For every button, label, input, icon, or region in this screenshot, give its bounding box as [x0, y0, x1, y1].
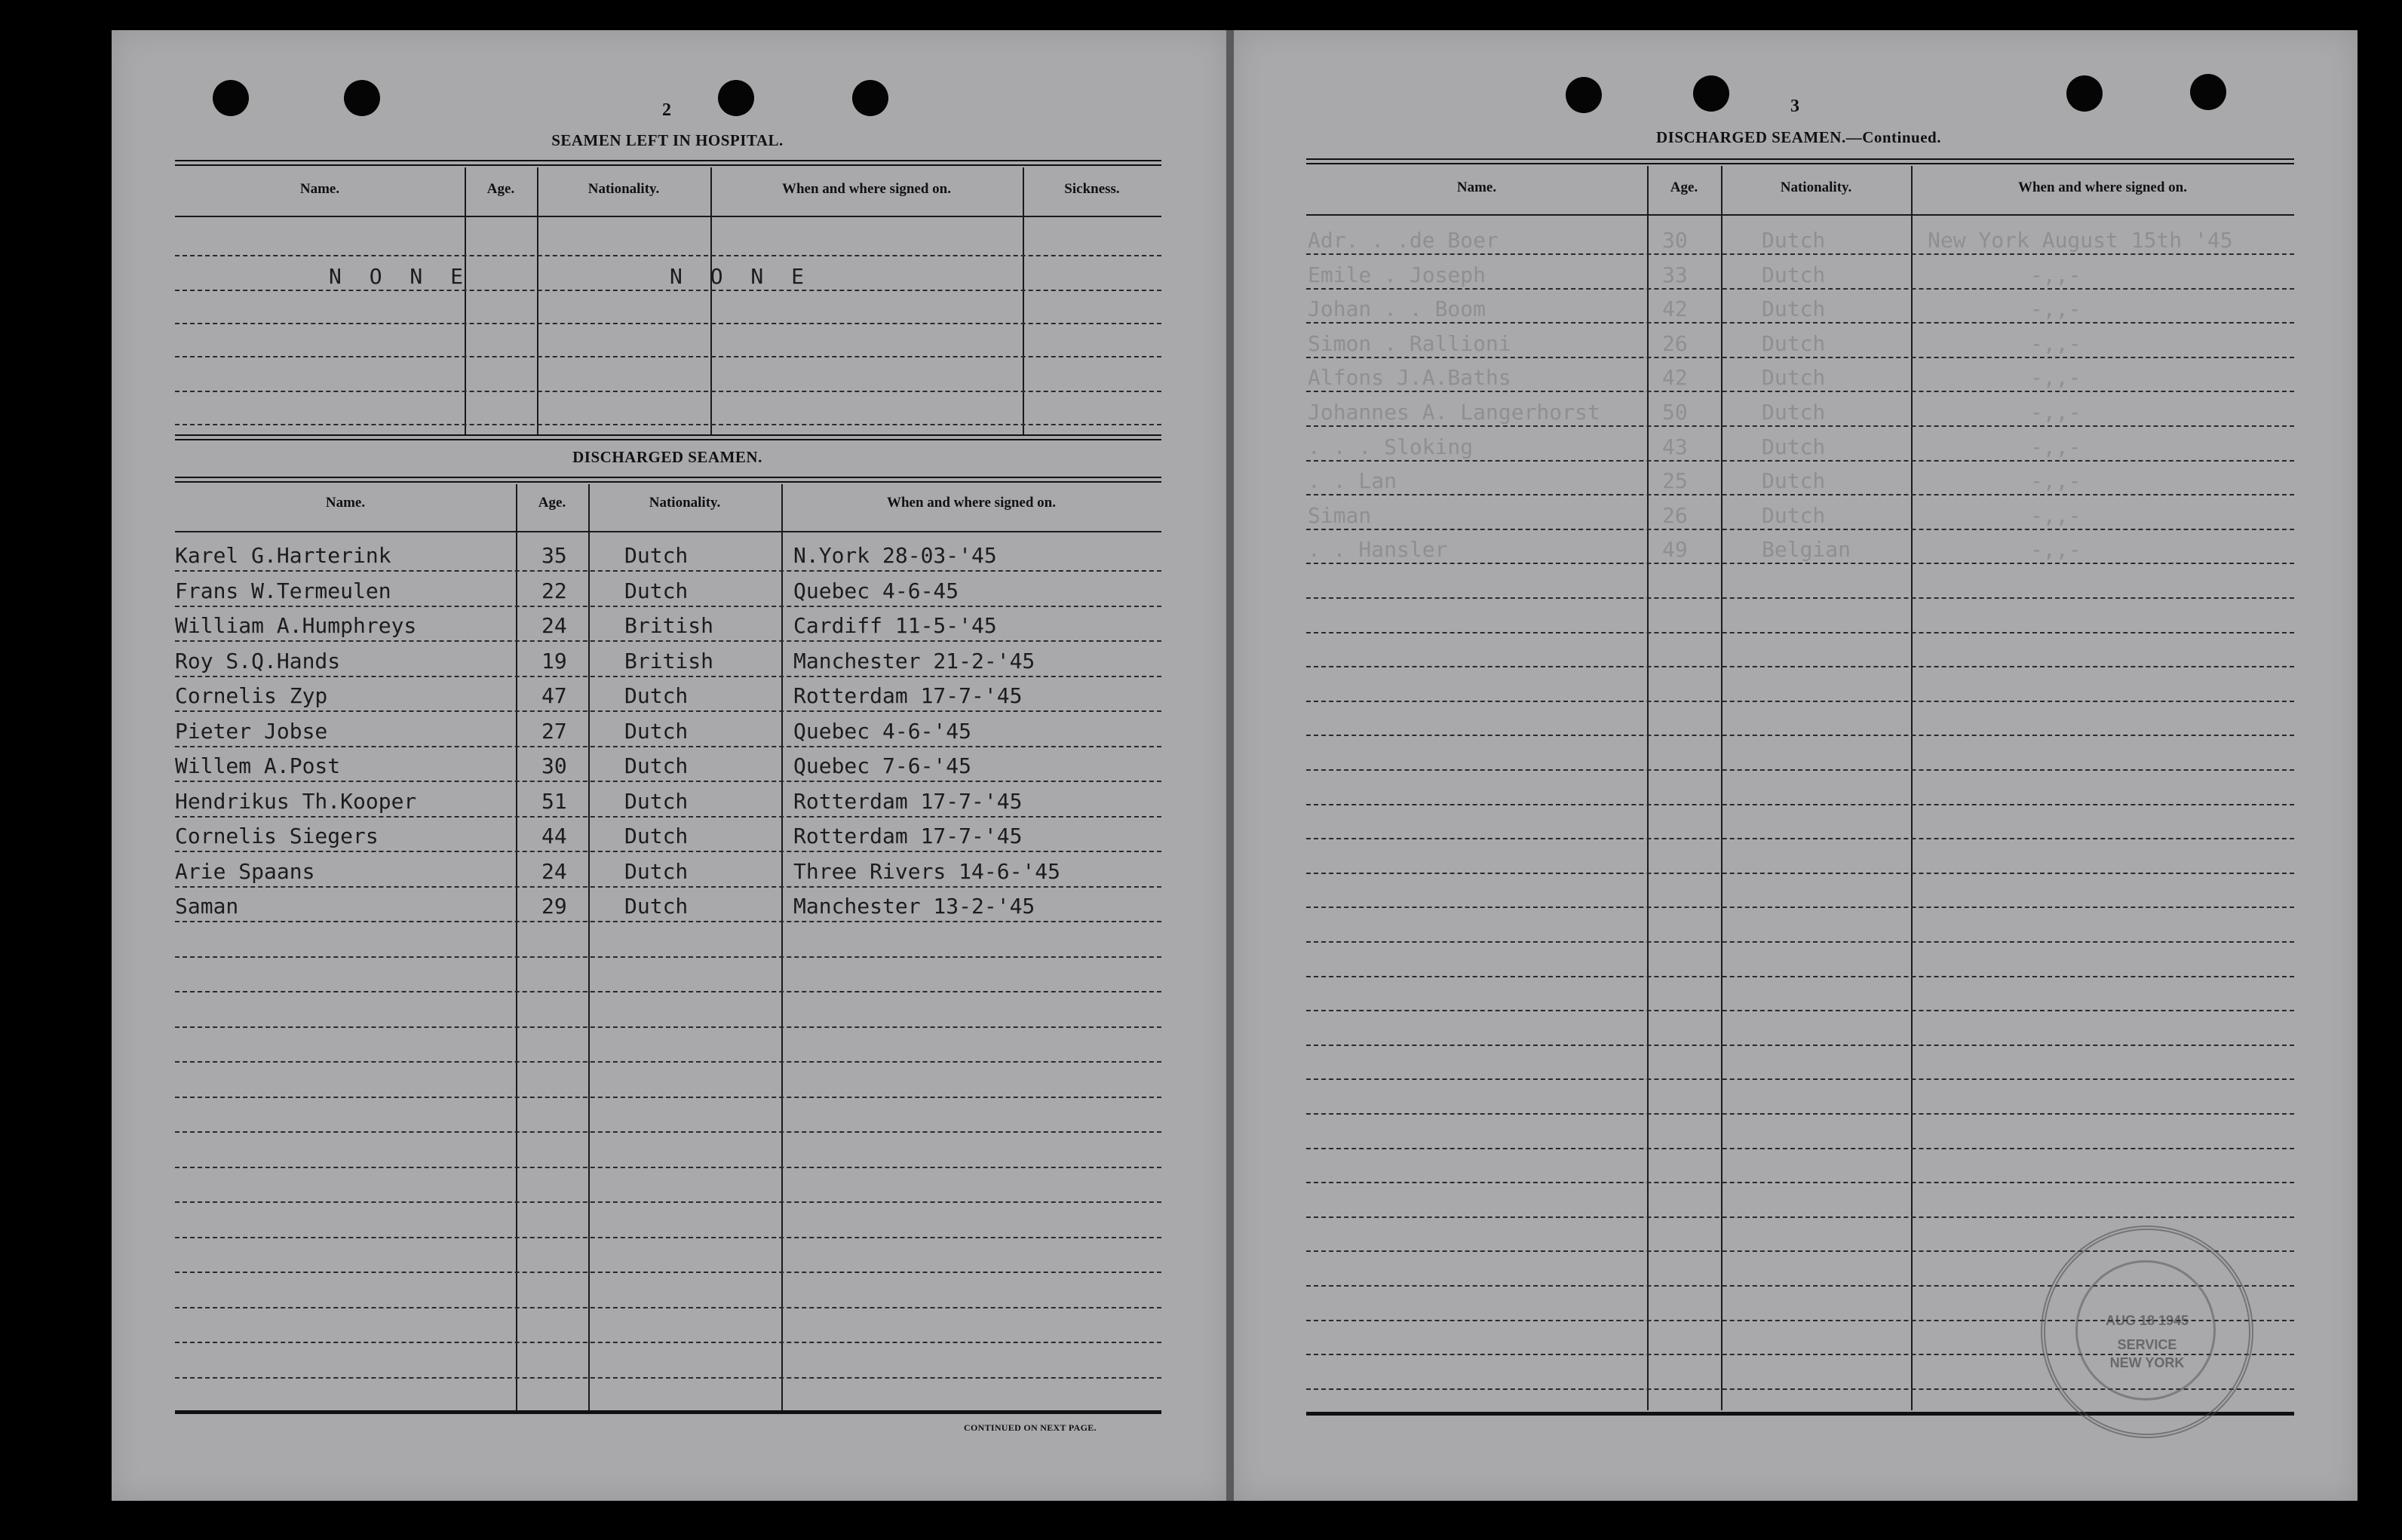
ruled-line: [175, 816, 1161, 818]
continued-cell-nationality: Dutch: [1762, 468, 1826, 494]
discharged-col-signed-on: When and where signed on.: [886, 495, 1056, 511]
continued-cell-signed-on: -,,-: [2030, 365, 2081, 391]
ruled-line: [175, 1342, 1161, 1343]
ruled-line: [1306, 1045, 2294, 1046]
punch-hole: [2190, 74, 2226, 110]
ruled-line: [1306, 460, 2294, 462]
continued-cell-signed-on: -,,-: [2030, 400, 2081, 425]
discharged-cell-signed-on: N.York 28-03-'45: [793, 543, 997, 568]
continued-note: CONTINUED ON NEXT PAGE.: [964, 1422, 1097, 1433]
continued-cell-age: 25: [1662, 468, 1688, 494]
ruled-line: [1306, 804, 2294, 805]
punch-hole: [852, 80, 888, 116]
ruled-line: [1306, 666, 2294, 667]
continued-cell-nationality: Dutch: [1762, 228, 1826, 253]
ruled-line: [175, 746, 1161, 747]
discharged-cell-signed-on: Rotterdam 17-7-'45: [793, 683, 1023, 708]
discharged-header-rule: [175, 531, 1161, 532]
ruled-line: [1306, 838, 2294, 839]
ruled-line: [175, 391, 1161, 392]
ruled-line: [1306, 1216, 2294, 1218]
ruled-line: [1306, 701, 2294, 702]
ruled-line: [1306, 1078, 2294, 1080]
ruled-line: [1306, 494, 2294, 495]
ruled-line: [175, 921, 1161, 922]
discharged-col-nationality: Nationality.: [649, 495, 721, 511]
hospital-col-sickness: Sickness.: [1064, 181, 1120, 197]
ruled-line: [175, 570, 1161, 572]
hospital-col-divider: [465, 167, 466, 436]
continued-cell-name: Johan . . Boom: [1308, 296, 1486, 322]
ruled-line: [175, 886, 1161, 888]
ruled-line: [175, 1377, 1161, 1379]
ruled-line: [1306, 769, 2294, 771]
continued-cell-nationality: Dutch: [1762, 434, 1826, 459]
stamp-line: SERVICE: [2117, 1337, 2177, 1352]
page-number-left: 2: [662, 100, 671, 120]
right-header-rule: [1306, 214, 2294, 216]
hospital-bottom-rule: [175, 434, 1161, 440]
continued-cell-age: 33: [1662, 262, 1688, 287]
stamp-date: AUG 18 1945: [2105, 1313, 2189, 1328]
discharged-cell-signed-on: Quebec 4-6-'45: [793, 718, 972, 744]
hospital-col-signed-on: When and where signed on.: [781, 181, 951, 197]
continued-cell-name: Alfons J.A.Baths: [1308, 365, 1511, 391]
ruled-line: [1306, 976, 2294, 977]
hospital-col-divider: [710, 167, 712, 436]
discharged-cell-signed-on: Rotterdam 17-7-'45: [793, 788, 1023, 814]
punch-hole: [213, 80, 249, 116]
ruled-line: [1306, 597, 2294, 599]
punch-hole: [718, 80, 754, 116]
punch-hole: [1566, 77, 1602, 113]
discharged-top-rule: [175, 477, 1161, 483]
discharged-col-name: Name.: [325, 495, 366, 511]
right-col-age: Age.: [1670, 179, 1698, 195]
ruled-line: [1306, 563, 2294, 564]
punch-hole: [2066, 75, 2103, 112]
discharged-cell-name: Cornelis Siegers: [175, 824, 379, 848]
continued-cell-nationality: Dutch: [1762, 296, 1826, 322]
continued-cell-name: Simon . Rallioni: [1308, 330, 1511, 356]
continued-cell-nationality: Dutch: [1762, 330, 1826, 356]
discharged-cell-name: Pieter Jobse: [175, 718, 328, 744]
discharged-cell-age: 44: [541, 824, 567, 848]
discharged-cell-name: Hendrikus Th.Kooper: [175, 788, 417, 814]
discharged-cell-age: 22: [541, 578, 567, 603]
ruled-line: [175, 1237, 1161, 1238]
ruled-line: [1306, 253, 2294, 255]
discharged-cell-nationality: Dutch: [624, 683, 689, 708]
discharged-cell-age: 47: [541, 683, 567, 708]
hospital-col-name: Name.: [299, 181, 340, 197]
continued-cell-name: . . . Sloking: [1308, 434, 1474, 459]
ruled-line: [175, 1131, 1161, 1133]
discharged-cell-nationality: Dutch: [624, 858, 689, 884]
ruled-line: [175, 1097, 1161, 1098]
ruled-line: [175, 255, 1161, 256]
ruled-line: [1306, 322, 2294, 324]
continued-cell-signed-on: -,,-: [2030, 468, 2081, 494]
hospital-none-entry: N O N E: [329, 264, 471, 289]
discharged-cell-name: Cornelis Zyp: [175, 683, 328, 708]
discharged-cell-nationality: Dutch: [624, 578, 689, 603]
discharged-cell-name: Arie Spaans: [175, 858, 315, 884]
continued-cell-age: 49: [1662, 537, 1688, 563]
discharged-continued-heading: DISCHARGED SEAMEN.—Continued.: [1656, 128, 1941, 146]
discharged-cell-name: Karel G.Harterink: [175, 543, 391, 568]
ruled-line: [1306, 425, 2294, 427]
discharged-cell-nationality: British: [624, 648, 714, 673]
discharged-cell-name: Willem A.Post: [175, 753, 341, 778]
continued-cell-age: 42: [1662, 365, 1688, 391]
hospital-heading: SEAMEN LEFT IN HOSPITAL.: [551, 131, 784, 149]
stamp-inner-ring: [2075, 1260, 2216, 1400]
discharged-cell-signed-on: Quebec 7-6-'45: [793, 753, 972, 778]
right-col-signed-on: When and where signed on.: [2017, 179, 2187, 195]
ruled-line: [175, 991, 1161, 992]
continued-cell-signed-on: -,,-: [2030, 262, 2081, 287]
discharged-cell-signed-on: Cardiff 11-5-'45: [793, 613, 997, 638]
ruled-line: [1306, 391, 2294, 392]
continued-cell-signed-on: -,,-: [2030, 434, 2081, 459]
discharged-heading: DISCHARGED SEAMEN.: [572, 448, 762, 466]
continued-cell-signed-on: -,,-: [2030, 296, 2081, 322]
hospital-header-rule: [175, 216, 1161, 217]
page-number-right: 3: [1790, 97, 1799, 116]
ruled-line: [175, 710, 1161, 712]
ruled-line: [175, 956, 1161, 958]
discharged-cell-nationality: Dutch: [624, 753, 689, 778]
discharged-cell-age: 35: [541, 543, 567, 568]
ruled-line: [175, 1061, 1161, 1063]
right-col-divider: [1911, 166, 1913, 1410]
discharged-cell-signed-on: Manchester 13-2-'45: [793, 894, 1035, 919]
hospital-top-rule: [175, 160, 1161, 166]
ruled-line: [175, 851, 1161, 852]
ruled-line: [1306, 357, 2294, 358]
ruled-line: [175, 323, 1161, 324]
continued-cell-age: 26: [1662, 502, 1688, 528]
continued-cell-age: 43: [1662, 434, 1688, 459]
ruled-line: [175, 676, 1161, 677]
hospital-none-entry: N O N E: [670, 264, 812, 289]
discharged-cell-signed-on: Three Rivers 14-6-'45: [793, 858, 1061, 884]
ruled-line: [175, 1272, 1161, 1273]
ruled-line: [175, 1167, 1161, 1168]
right-col-name: Name.: [1456, 179, 1497, 195]
ruled-line: [1306, 735, 2294, 736]
ruled-line: [1306, 907, 2294, 908]
discharged-cell-age: 29: [541, 894, 567, 919]
discharged-cell-age: 51: [541, 788, 567, 814]
hospital-col-age: Age.: [486, 181, 515, 197]
continued-cell-nationality: Belgian: [1762, 537, 1851, 563]
continued-cell-age: 30: [1662, 228, 1688, 253]
ruled-line: [175, 1307, 1161, 1308]
ruled-line: [175, 424, 1161, 425]
discharged-cell-age: 24: [541, 613, 567, 638]
hospital-col-nationality: Nationality.: [587, 181, 660, 197]
punch-hole: [344, 80, 380, 116]
ruled-line: [1306, 1148, 2294, 1149]
discharged-cell-signed-on: Rotterdam 17-7-'45: [793, 824, 1023, 848]
discharged-bottom-rule: [175, 1410, 1161, 1414]
discharged-cell-name: Roy S.Q.Hands: [175, 648, 341, 673]
continued-cell-nationality: Dutch: [1762, 502, 1826, 528]
continued-cell-name: Emile . Joseph: [1308, 262, 1486, 287]
continued-cell-name: Siman: [1308, 502, 1372, 528]
ruled-line: [1306, 288, 2294, 290]
continued-cell-name: . . Lan: [1308, 468, 1397, 494]
continued-cell-age: 42: [1662, 296, 1688, 322]
continued-cell-age: 50: [1662, 400, 1688, 425]
discharged-cell-nationality: Dutch: [624, 824, 689, 848]
discharged-cell-age: 27: [541, 718, 567, 744]
discharged-cell-age: 19: [541, 648, 567, 673]
stamp-line: NEW YORK: [2109, 1355, 2185, 1370]
ruled-line: [175, 781, 1161, 782]
ruled-line: [1306, 632, 2294, 633]
continued-cell-name: Johannes A. Langerhorst: [1308, 400, 1600, 425]
hospital-col-divider: [537, 167, 538, 436]
right-col-nationality: Nationality.: [1780, 179, 1852, 195]
right-col-divider: [1721, 166, 1723, 1410]
punch-hole: [1693, 75, 1729, 112]
right-col-divider: [1647, 166, 1649, 1410]
ruled-line: [175, 1201, 1161, 1203]
ruled-line: [1306, 1010, 2294, 1011]
ruled-line: [1306, 941, 2294, 943]
continued-cell-age: 26: [1662, 330, 1688, 356]
continued-cell-nationality: Dutch: [1762, 262, 1826, 287]
continued-cell-nationality: Dutch: [1762, 365, 1826, 391]
discharged-cell-signed-on: Quebec 4-6-45: [793, 578, 959, 603]
discharged-cell-name: Frans W.Termeulen: [175, 578, 391, 603]
ruled-line: [175, 1026, 1161, 1028]
discharged-cell-nationality: Dutch: [624, 788, 689, 814]
discharged-cell-nationality: Dutch: [624, 718, 689, 744]
official-stamp: [2041, 1226, 2253, 1438]
continued-cell-name: . . Hansler: [1308, 537, 1448, 563]
right-top-rule: [1306, 158, 2294, 164]
discharged-cell-nationality: Dutch: [624, 894, 689, 919]
ruled-line: [1306, 1182, 2294, 1183]
ruled-line: [175, 290, 1161, 291]
discharged-col-age: Age.: [538, 495, 566, 511]
ruled-line: [1306, 529, 2294, 530]
discharged-cell-nationality: Dutch: [624, 543, 689, 568]
ruled-line: [1306, 873, 2294, 874]
ruled-line: [175, 640, 1161, 642]
continued-cell-signed-on: -,,-: [2030, 330, 2081, 356]
ruled-line: [175, 356, 1161, 357]
discharged-cell-name: William A.Humphreys: [175, 613, 417, 638]
discharged-cell-age: 30: [541, 753, 567, 778]
continued-cell-signed-on: -,,-: [2030, 537, 2081, 563]
continued-cell-signed-on: -,,-: [2030, 502, 2081, 528]
discharged-cell-name: Saman: [175, 894, 239, 919]
ruled-line: [1306, 1113, 2294, 1115]
continued-cell-signed-on: New York August 15th '45: [1928, 228, 2233, 253]
hospital-col-divider: [1023, 167, 1024, 436]
discharged-cell-nationality: British: [624, 613, 714, 638]
continued-cell-nationality: Dutch: [1762, 400, 1826, 425]
continued-cell-name: Adr. . .de Boer: [1308, 228, 1499, 253]
discharged-cell-age: 24: [541, 858, 567, 884]
discharged-cell-signed-on: Manchester 21-2-'45: [793, 648, 1035, 673]
ruled-line: [175, 606, 1161, 607]
